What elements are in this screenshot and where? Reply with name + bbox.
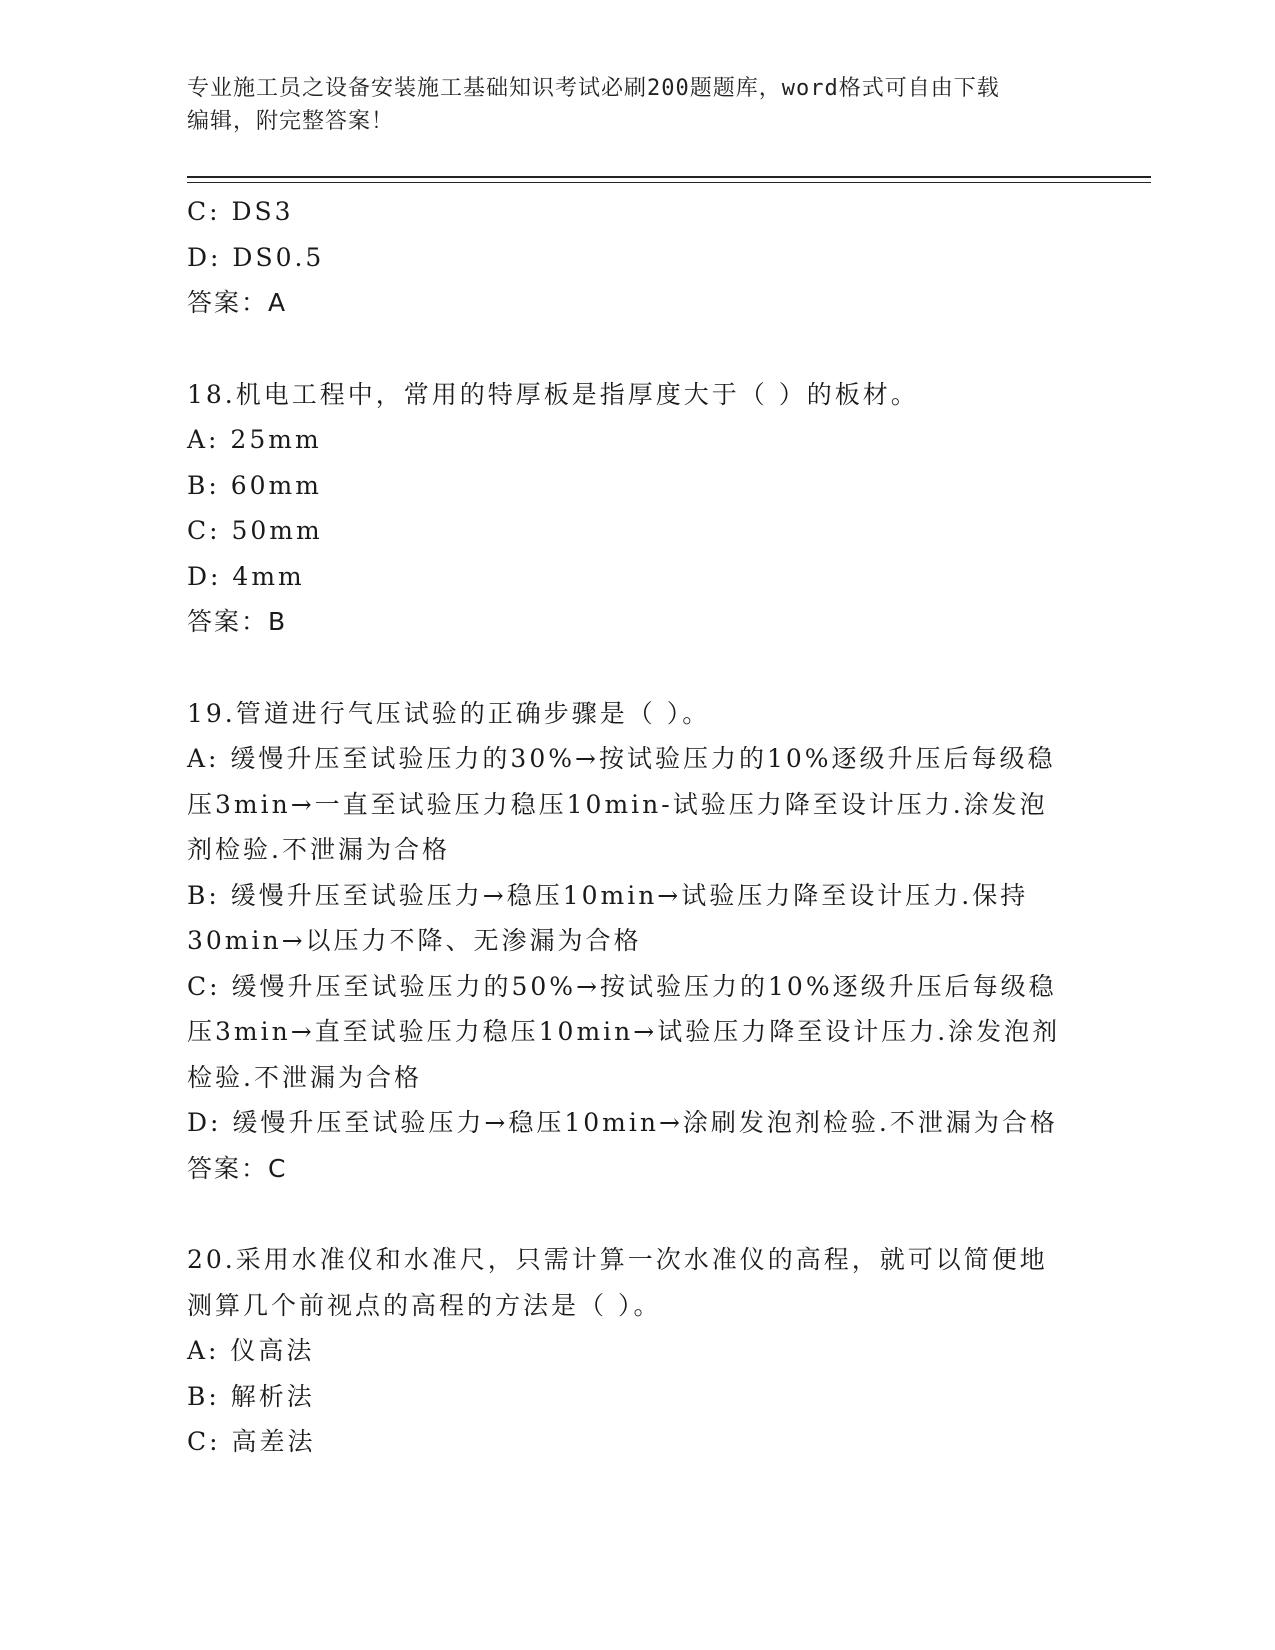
option-d: D: 4mm	[187, 561, 305, 591]
header-rule-thin	[187, 182, 1151, 183]
option-c: C: 50mm	[187, 516, 323, 545]
answer: 答案：C	[187, 1153, 288, 1183]
option-a-line-2: 压3min→一直至试验压力稳压10min-试验压力降至设计压力.涂发泡	[187, 789, 1048, 819]
document-header	[187, 72, 1087, 138]
spacer	[187, 326, 1087, 372]
question-19	[187, 691, 1087, 1192]
option-b-line-1: B: 缓慢升压至试验压力→稳压10min→试验压力降至设计压力.保持	[187, 880, 1029, 910]
question-17-tail	[187, 189, 1087, 326]
option-c: C: DS3	[187, 197, 294, 226]
option-a: A: 25mm	[187, 425, 322, 454]
option-c-line-3: 检验.不泄漏为合格	[187, 1062, 422, 1092]
option-b-line-2: 30min→以压力不降、无渗漏为合格	[187, 926, 642, 955]
option-d: D: DS0.5	[187, 242, 325, 272]
header-line-2: 编辑，附完整答案！	[187, 109, 395, 134]
option-a-line-1: A: 缓慢升压至试验压力的30%→按试验压力的10%逐级升压后每级稳	[187, 744, 1056, 773]
question-content	[187, 189, 1087, 1465]
option-c-line-1: C: 缓慢升压至试验压力的50%→按试验压力的10%逐级升压后每级稳	[187, 971, 1057, 1001]
question-stem: 19.管道进行气压试验的正确步骤是（ ）。	[187, 698, 711, 728]
spacer	[187, 645, 1087, 691]
question-18	[187, 372, 1087, 645]
question-stem-line-1: 20.采用水准仪和水准尺，只需计算一次水准仪的高程，就可以简便地	[187, 1245, 1048, 1274]
option-d: D: 缓慢升压至试验压力→稳压10min→涂刷发泡剂检验.不泄漏为合格	[187, 1108, 1058, 1137]
header-line-1: 专业施工员之设备安装施工基础知识考试必刷200题题库，word格式可自由下载	[187, 76, 1000, 101]
answer: 答案：A	[187, 288, 288, 317]
question-stem: 18.机电工程中，常用的特厚板是指厚度大于（ ）的板材。	[187, 379, 919, 409]
option-c-line-2: 压3min→直至试验压力稳压10min→试验压力降至设计压力.涂发泡剂	[187, 1017, 1061, 1046]
question-stem-line-2: 测算几个前视点的高程的方法是（ ）。	[187, 1290, 662, 1320]
option-b: B: 解析法	[187, 1381, 315, 1411]
header-rule-thick	[187, 176, 1151, 178]
answer: 答案：B	[187, 607, 288, 636]
option-a: A: 仪高法	[187, 1336, 315, 1365]
spacer	[187, 1191, 1087, 1237]
option-b: B: 60mm	[187, 470, 322, 500]
question-20	[187, 1237, 1087, 1465]
option-a-line-3: 剂检验.不泄漏为合格	[187, 835, 450, 864]
option-c: C: 高差法	[187, 1427, 316, 1456]
